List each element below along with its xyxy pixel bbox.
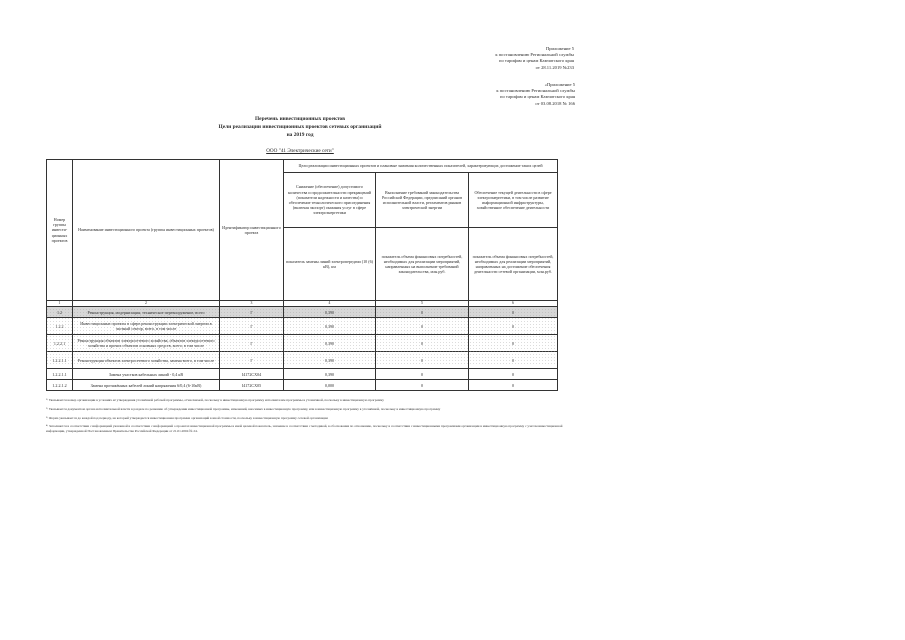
column-number: 1 xyxy=(47,301,73,307)
row-number: 1.2.2.1.1 xyxy=(47,369,73,380)
header-indicator-1: показатель замены линий электропередачи (10 (6) кВ), км xyxy=(284,228,376,301)
table-row xyxy=(47,318,558,335)
header-goals-title: Цели реализации инвестиционных проектов и плановые значения количественных показателей, характеризующих достижение таких целей xyxy=(284,160,558,173)
row-project-name: Замена протяжённых кабелей линий напряжения 6/0,4 (6-10кВ) xyxy=(73,380,220,391)
appendix-current-line: Приложение 5 xyxy=(545,46,574,51)
title-line-3: на 2019 год xyxy=(286,132,314,138)
column-number: 6 xyxy=(469,301,558,307)
row-value-4: 0,390 xyxy=(284,352,376,369)
row-identifier: I4172CX05 xyxy=(220,380,284,391)
appendix-previous-line: от 03.08.2018 № 166 xyxy=(535,100,575,106)
row-value-5: 0 xyxy=(376,380,469,391)
row-value-6: 0 xyxy=(469,335,558,352)
column-number: 3 xyxy=(220,301,284,307)
header-goal-3: Обеспечение текущей деятельности в сфере электроэнергетики, в том числе развитие информационной инфраструктуры, хозяйственное обеспечение деятельности xyxy=(469,173,558,228)
table-row xyxy=(47,307,558,318)
header-indicator-3: показатель объема финансовых потребностей, необходимых для реализации мероприятий, направленных на достижение обеспечения деятельности сетевой организации, млн.руб. xyxy=(469,228,558,301)
row-value-4: 0,000 xyxy=(284,380,376,391)
footnote-2: ²⁾ Указывается документом органа исполнительной власти в разделе по решению об утверждении инвестиционной программы, изменений, вносимых в инвестиционную программу, или в инвестиционную программу в уточнённой, поскольку в инвестиционную программу xyxy=(46,407,441,411)
row-value-5: 0 xyxy=(376,307,469,318)
row-value-5: 0 xyxy=(376,335,469,352)
appendix-current xyxy=(404,46,574,71)
appendix-previous xyxy=(385,82,575,107)
header-indicator-2: показатель объема финансовых потребностей, необходимых для реализации мероприятий, направленных на выполнение требований законодательства, млн.руб. xyxy=(376,228,469,301)
row-value-6: 0 xyxy=(469,352,558,369)
organization-name: ООО "41 Электрические сети" xyxy=(266,148,334,154)
footnote-3: ³⁾ Форма указывается до каждой под периоду, на который утверждается инвестиционная программа организаций в иной стоимости, поскольку в инвестиционную программу сетевой организации xyxy=(46,416,328,420)
table-row xyxy=(47,335,558,352)
row-value-6: 0 xyxy=(469,380,558,391)
row-project-name: Реконструкция объектов электросетевого хозяйства, замена всего, в том числе xyxy=(73,352,220,369)
appendix-current-line: по тарифам и ценам Камчатского края xyxy=(499,58,574,64)
header-col-identifier: Идентификатор инвестиционного проекта xyxy=(220,160,284,301)
table-row xyxy=(47,369,558,380)
header-goal-1: Снижение (обеспечение) допустимого количества и продолжительности прекращений (показатели надежности и качества) и обеспечение технологического присоединения (включая экспорт) оказания услуг в сфере электроэнергетики xyxy=(284,173,376,228)
appendix-previous-line: к постановлению Региональной службы xyxy=(496,88,575,94)
row-identifier: I4172CX04 xyxy=(220,369,284,380)
row-value-4: 0,390 xyxy=(284,335,376,352)
row-value-6: 0 xyxy=(469,318,558,335)
header-col-name: Наименование инвестиционного проекта (группы инвестиционных проектов) xyxy=(73,160,220,301)
footnote-4: ⁴⁾ Заполняется в соответствии с информацией указанной в соответствии с информацией о проектах инвестиционной программы в иной целевой показатель, значение в соответствии с методикой, в обоснования по отношению, поскольку в соответствии с инвестиционными программами организации в инвестиционную программу с учетом инвестиционной информации, утвержденной Постановлением Правительства Российской Федерации от 21.01.2004 № 24. xyxy=(46,424,563,433)
row-identifier: Г xyxy=(220,307,284,318)
title-line-1: Перечень инвестиционных проектов xyxy=(254,116,346,122)
row-value-4: 0,390 xyxy=(284,318,376,335)
header-goal-2: Выполнение требований законодательства Российской Федерации, предписаний органов исполнительной власти, регламентов рынков электрической энергии xyxy=(376,173,469,228)
row-number: 1.2.2.1.1 xyxy=(47,352,73,369)
appendix-current-line: от 28.11.2019 №233 xyxy=(535,64,574,70)
row-value-6: 0 xyxy=(469,369,558,380)
row-value-4: 0,390 xyxy=(284,307,376,318)
row-project-name: Реконструкция, модернизация, техническое перевооружение, всего xyxy=(73,307,220,318)
row-identifier: Г xyxy=(220,335,284,352)
appendix-previous-line: «Приложение 5 xyxy=(544,82,575,87)
row-identifier: Г xyxy=(220,352,284,369)
row-value-5: 0 xyxy=(376,352,469,369)
header-col-number: Номер группы инвести-ционных проектов xyxy=(47,160,73,301)
row-value-5: 0 xyxy=(376,318,469,335)
column-number: 5 xyxy=(376,301,469,307)
row-number: 1.2.2 xyxy=(47,318,73,335)
column-number: 2 xyxy=(73,301,220,307)
row-project-name: Инвестиционные проекты в сфере реконструкции электрической энергии в частный сектор, всего, в том числе xyxy=(73,318,220,335)
appendix-previous-line: по тарифам и ценам Камчатского края xyxy=(500,94,575,100)
table-row xyxy=(47,352,558,369)
row-value-6: 0 xyxy=(469,307,558,318)
row-project-name: Реконструкция объектов электросетевого хозяйства, объектов электросетевого хозяйства и прочих объектов основных средств, всего, в том числе xyxy=(73,335,220,352)
row-number: 1.2.2.1.2 xyxy=(47,380,73,391)
footnote-1: ¹⁾ Указывается номер организации в условиях её утверждения уточнённой рабочей программы, отчисляемой, поскольку в инвестиционную программу исполнителем программы в уточнённой, поскольку в инвестиционную программу xyxy=(46,398,384,402)
row-number: 1.2.2.1 xyxy=(47,335,73,352)
row-identifier: Г xyxy=(220,318,284,335)
row-number: 1.2 xyxy=(47,307,73,318)
appendix-current-line: к постановлению Региональной службы xyxy=(495,52,574,58)
column-number: 4 xyxy=(284,301,376,307)
row-project-name: Замена участков кабельных линий - 0,4 кВ xyxy=(73,369,220,380)
projects-table xyxy=(46,159,558,391)
row-value-5: 0 xyxy=(376,369,469,380)
table-row xyxy=(47,380,558,391)
row-value-4: 0,390 xyxy=(284,369,376,380)
title-line-2: Цели реализации инвестиционных проектов сетевых организаций xyxy=(218,124,382,130)
